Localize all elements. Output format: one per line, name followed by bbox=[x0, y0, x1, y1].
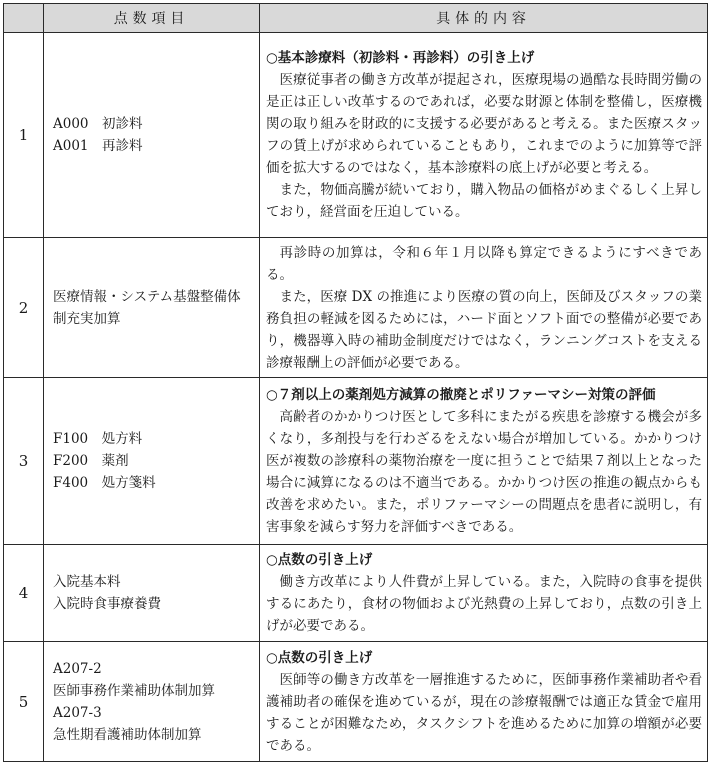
content-paragraph: 高齢者のかかりつけ医として多科にまたがる疾患を診療する機会が多くなり，多剤投与を行わざるをえない場合が増加している。かかりつけ医が複数の診療科の薬物治療を一度に担うことで結果７剤以上となった場合に減算になるのは不適当である。かかりつけ医の推進の観点からも改善を求めたい。また，ポリファーマシーの問題点を患者に説明し，有害事象を減らす努力を評価すべきである。 bbox=[266, 409, 702, 536]
content-paragraph: 再診時の加算は，令和６年１月以降も算定できるようにすべきである。 bbox=[266, 244, 702, 283]
point-item-cell bbox=[44, 378, 260, 545]
table-row bbox=[4, 237, 708, 378]
content-heading: ○点数の引き上げ bbox=[266, 649, 373, 666]
point-item: 医師事務作業補助体制加算 bbox=[53, 682, 215, 699]
row-number: 4 bbox=[4, 545, 44, 642]
row-number: 2 bbox=[4, 237, 44, 378]
content-paragraph: また，物価高騰が続いており，購入物品の価格がめまぐるしく上昇しており，経営面を圧迫している。 bbox=[266, 181, 702, 220]
row-number: 5 bbox=[4, 642, 44, 762]
header-item-column: 点数項目 bbox=[44, 4, 260, 33]
content-cell bbox=[260, 237, 708, 378]
point-item-cell bbox=[44, 237, 260, 378]
table-row bbox=[4, 545, 708, 642]
content-paragraph: 医療従事者の働き方改革が提起され，医療現場の過酷な長時間労働の是正は正しい改革するのであれば，必要な財源と体制を整備し，医療機関の取り組みを財政的に支援する必要があると考える。また医療スタッフの賃上げが求められていることもあり，これまでのように加算等で評価を拡大するのではなく，基本診療料の底上げが必要と考える。 bbox=[266, 71, 702, 176]
header-number-cell bbox=[4, 4, 44, 33]
point-item: 急性期看護補助体制加算 bbox=[53, 726, 202, 743]
point-item: 入院時食事療養費 bbox=[53, 596, 161, 613]
content-cell bbox=[260, 378, 708, 545]
point-item-cell bbox=[44, 545, 260, 642]
content-paragraph: 医師等の働き方改革を一層推進するために，医師事務作業補助者や看護補助者の確保を進めているが，現在の診療報酬では適正な賃金で雇用することが困難なため，タスクシフトを進めるために加算の増額が必要である。 bbox=[266, 671, 702, 754]
point-item: 制充実加算 bbox=[53, 310, 121, 327]
point-item: A000 初診料 bbox=[53, 115, 143, 132]
table-row bbox=[4, 378, 708, 545]
point-item: 入院基本料 bbox=[53, 574, 121, 591]
content-heading: ○７剤以上の薬剤処方減算の撤廃とポリファーマシー対策の評価 bbox=[266, 387, 656, 404]
point-item-cell bbox=[44, 642, 260, 762]
table-row bbox=[4, 642, 708, 762]
row-number: 3 bbox=[4, 378, 44, 545]
request-table bbox=[3, 3, 708, 762]
content-paragraph: 働き方改革により人件費が上昇している。また，入院時の食事を提供するにあたり，食材の物価および光熱費の上昇しており，点数の引き上げが必要である。 bbox=[266, 574, 702, 635]
row-number: 1 bbox=[4, 33, 44, 238]
table-row bbox=[4, 33, 708, 238]
table-header-row bbox=[4, 4, 708, 33]
point-item: A001 再診料 bbox=[53, 137, 143, 154]
content-paragraph: また，医療 DX の推進により医療の質の向上，医師及びスタッフの業務負担の軽減を図るためには，ハード面とソフト面での整備が必要であり，機器導入時の補助金制度だけではなく，ランニングコストを支える診療報酬上の評価が必要である。 bbox=[266, 288, 702, 371]
content-heading: ○点数の引き上げ bbox=[266, 552, 373, 569]
point-item: F200 薬剤 bbox=[53, 453, 129, 470]
point-item: 医療情報・システム基盤整備体 bbox=[53, 288, 241, 305]
point-item: A207-2 bbox=[53, 660, 102, 677]
content-cell bbox=[260, 642, 708, 762]
point-item-cell bbox=[44, 33, 260, 238]
header-content-column: 具体的内容 bbox=[260, 4, 708, 33]
content-cell bbox=[260, 545, 708, 642]
content-heading: ○基本診療料（初診料・再診料）の引き上げ bbox=[266, 49, 535, 66]
content-cell bbox=[260, 33, 708, 238]
point-item: F400 処方箋料 bbox=[53, 475, 156, 492]
point-item: F100 処方料 bbox=[53, 431, 143, 448]
point-item: A207-3 bbox=[53, 704, 102, 721]
